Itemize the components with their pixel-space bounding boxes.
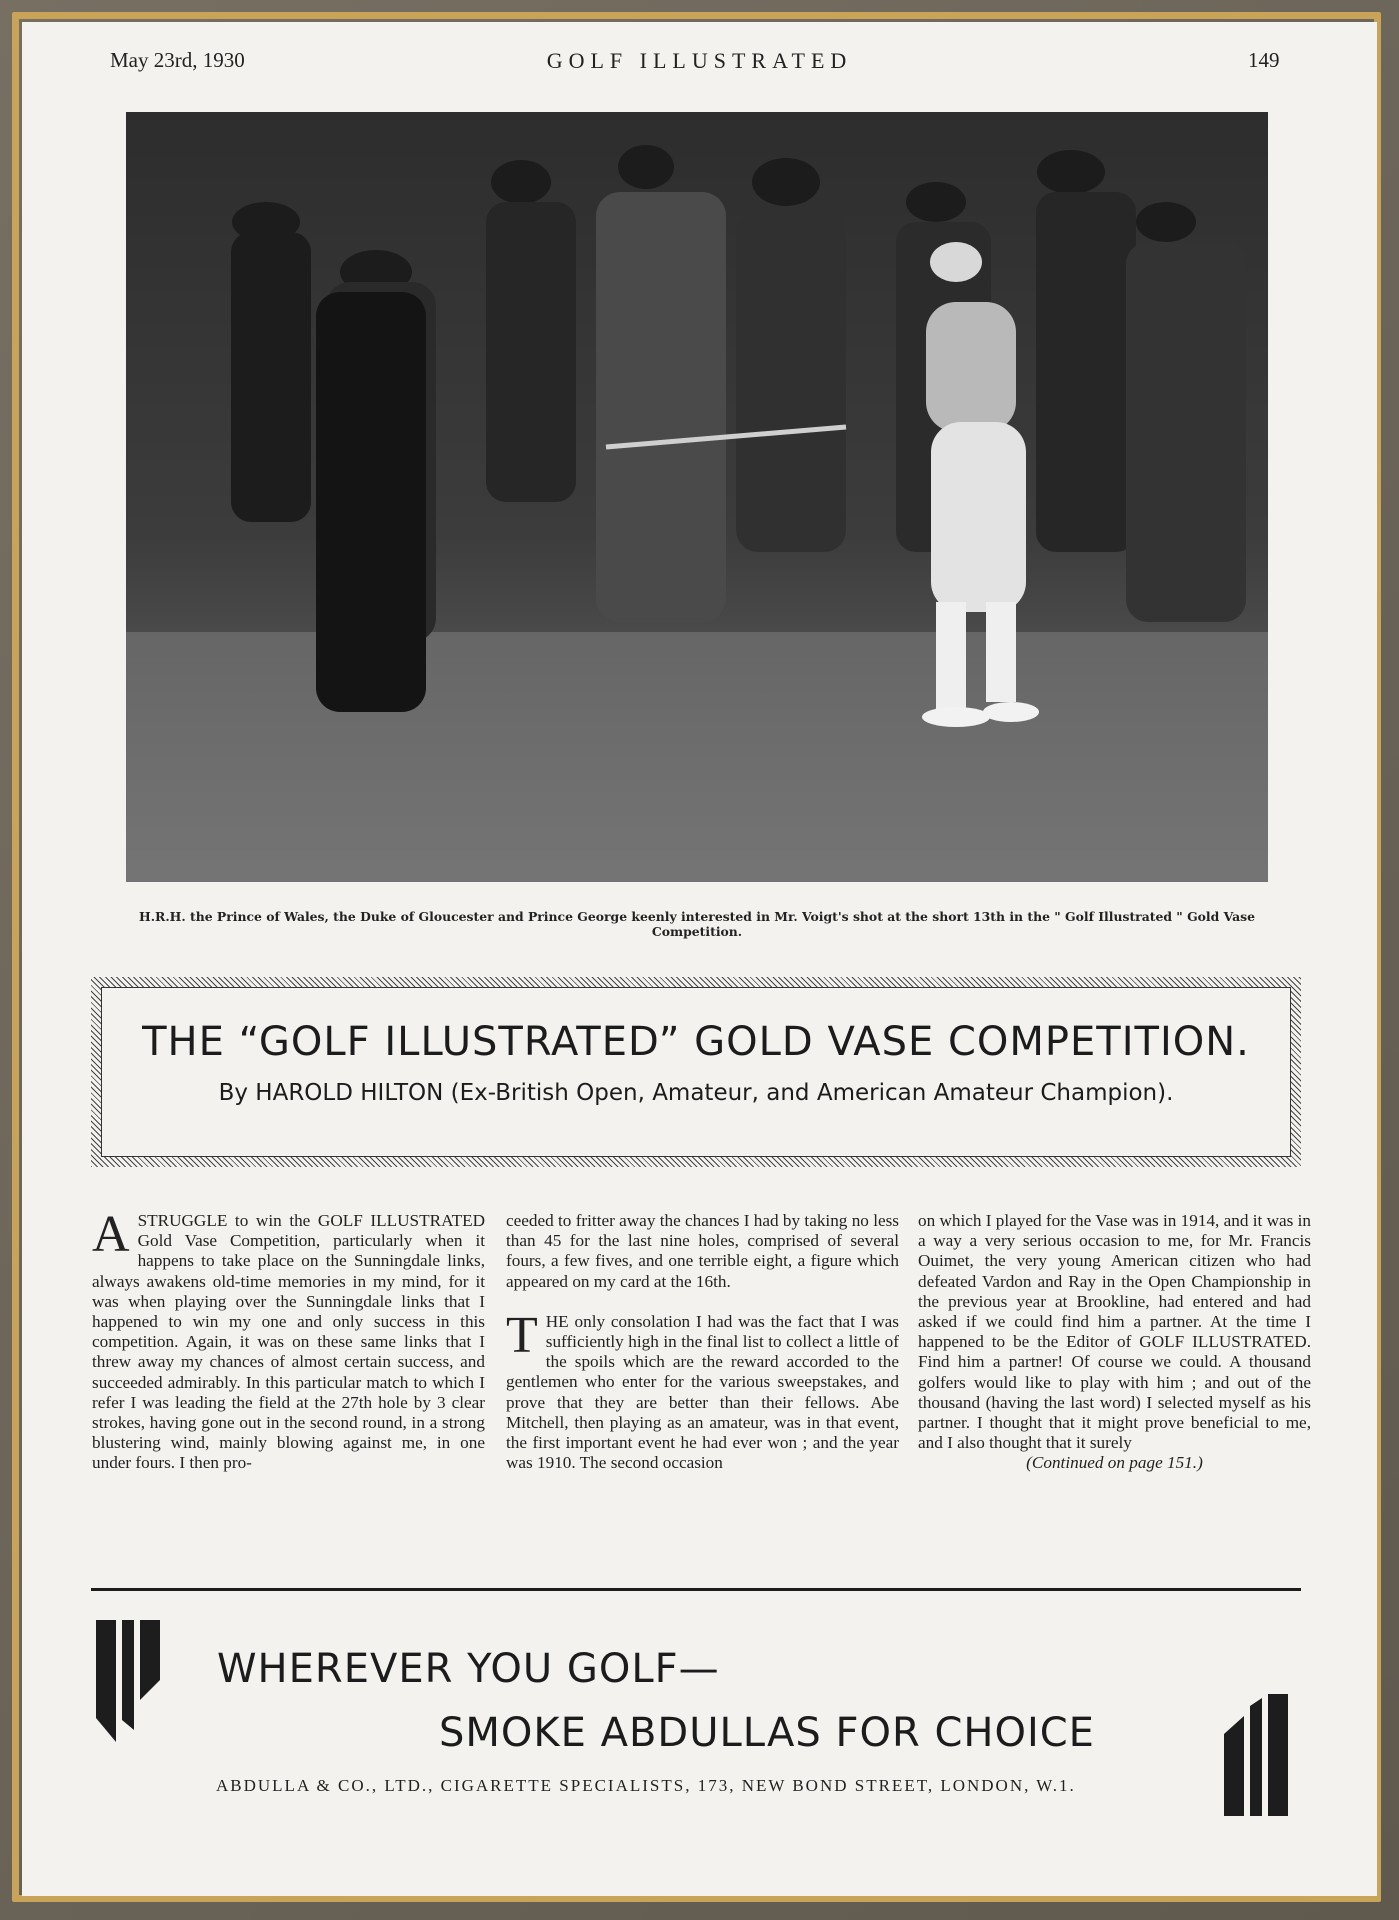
issue-date: May 23rd, 1930 — [110, 48, 245, 72]
continued-note: (Continued on page 151.) — [1026, 1453, 1203, 1473]
photo-illustration — [126, 112, 1268, 882]
golf-photograph — [126, 112, 1268, 882]
magazine-title: GOLF ILLUSTRATED — [546, 48, 853, 73]
photo-caption: H.R.H. the Prince of Wales, the Duke of Gloucester and Prince George keenly interested in Mr. Voigt's shot at the short 13th in the " Golf Illustrated " Gold Vase Competition. — [139, 909, 1255, 939]
advert-address: ABDULLA & CO., LTD., CIGARETTE SPECIALISTS, 173, NEW BOND STREET, LONDON, W.1. — [216, 1776, 1076, 1795]
article-title: THE “GOLF ILLUSTRATED” GOLD VASE COMPETITION. — [142, 1019, 1250, 1065]
column-2-text-b: HE only consolation I had was the fact that I was sufficiently high in the final list to collect a little of the spoils which are the reward accorded to the gentlemen who enter for the various sweepstakes, and prove that they are better than their fellows. Abe Mitchell, then playing as an amateur, was in that event, the first important event he had ever won ; and the year was 1910. The second occasion — [506, 1311, 899, 1473]
article-title-box — [91, 977, 1301, 1167]
column-3-text: on which I played for the Vase was in 1914, and it was in a way a very serious occasion to me, for Mr. Francis Ouimet, the very young American citizen who had defeated Vardon and Ray in the Open Championship in the previous year at Brookline, had entered and had asked if we could find him a partner. At the time I happened to be the Editor of GOLF ILLUSTRATED. Find him a partner! Of course we could. A thousand golfers would like to play with him ; and out of the thousand (having the last word) I selected myself as his partner. I thought that it might prove beneficial to me, and I also thought that it surely — [918, 1211, 1312, 1453]
abdulla-logo-icon — [96, 1620, 160, 1742]
article-column-3 — [918, 1211, 1311, 1474]
drop-cap-a: A — [92, 1206, 130, 1263]
advert-divider — [91, 1588, 1301, 1591]
title-inner-panel — [101, 987, 1291, 1157]
page-number: 149 — [1248, 48, 1280, 72]
column-2-text-a: ceeded to fritter away the chances I had by taking no less than 45 for the last nine holes, comprised of several fours, a few fives, and one terrible eight, a figure which appeared on my card at the 16th. — [506, 1211, 899, 1291]
advert-headline: WHEREVER YOU GOLF— — [217, 1646, 720, 1692]
article-byline: By HAROLD HILTON (Ex-British Open, Amateur, and American Amateur Champion). — [218, 1080, 1174, 1106]
article-column-2 — [506, 1211, 899, 1473]
drop-cap-t: T — [506, 1306, 538, 1364]
column-1-text: STRUGGLE to win the GOLF ILLUSTRATED Gold Vase Competition, particularly when it happens to take place on the Sunningdale links, always awakens old-time memories in my mind, for it was when playing over the Sunningdale links that I happened to win my one and only success in this competition. Again, it was on these same links that I threw away my chances of almost certain success, and succeeded admirably. In this particular match to which I refer I was leading the field at the 27th hole by 3 clear strokes, having gone out in the second round, in a strong blustering wind, mainly blowing against me, in one under fours. I then pro- — [92, 1211, 485, 1473]
advert-slogan: SMOKE ABDULLAS FOR CHOICE — [439, 1710, 1095, 1756]
article-column-1 — [92, 1206, 485, 1474]
abdulla-logo-icon-right — [1224, 1694, 1288, 1816]
